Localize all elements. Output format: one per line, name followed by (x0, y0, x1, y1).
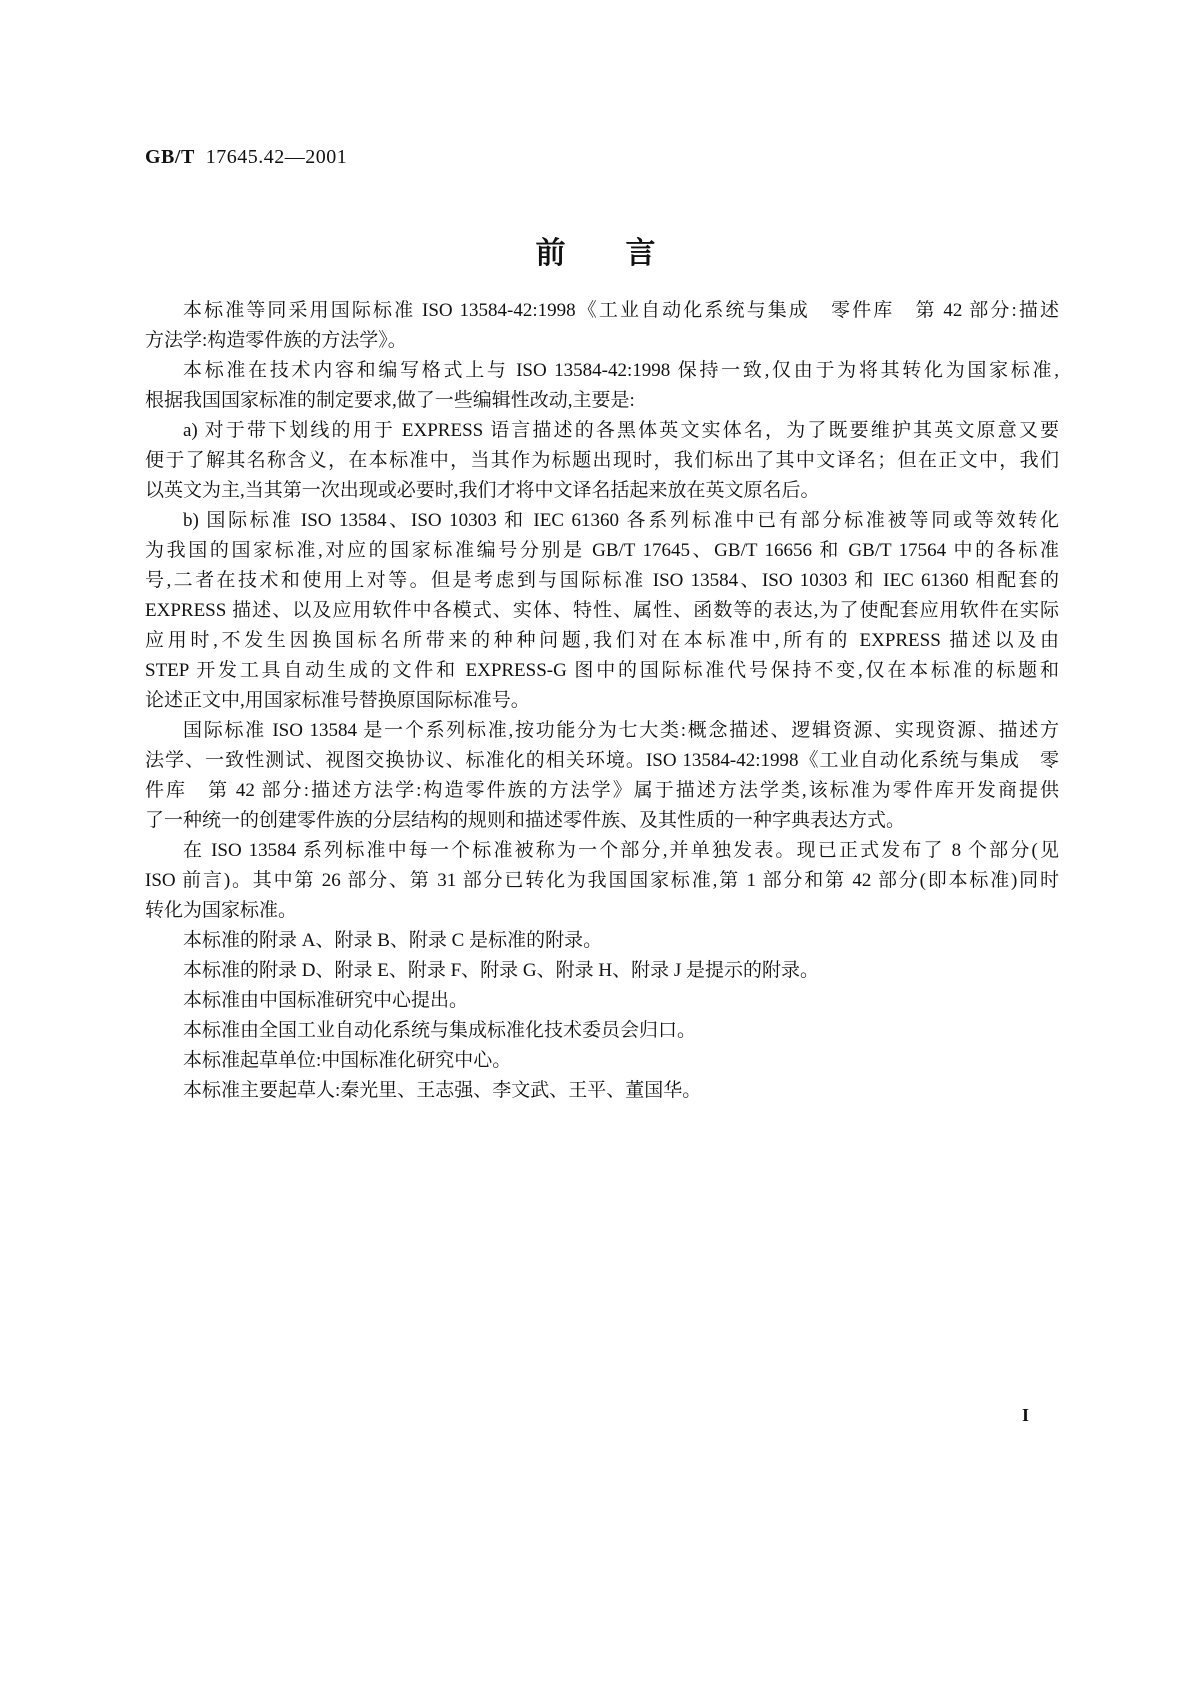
text-line: 国际标准 ISO 13584 是一个系列标准,按功能分为七大类:概念描述、逻辑资源、实现资源、描述方 (183, 720, 1059, 741)
standard-number: 17645.42—2001 (205, 146, 348, 168)
foreword-body (145, 296, 1059, 1106)
text-line: 以英文为主,当其第一次出现或必要时,我们才将中文译名括起来放在英文原名后。 (145, 480, 820, 501)
paragraph (145, 836, 1059, 926)
text-line: 为我国的国家标准,对应的国家标准编号分别是 GB/T 17645、GB/T 16656 和 GB/T 17564 中的各标准 (145, 540, 1059, 561)
paragraph (145, 506, 1059, 716)
text-line: 本标准等同采用国际标准 ISO 13584-42:1998《工业自动化系统与集成 零件库 第 42 部分:描述 (183, 300, 1059, 321)
text-line: 论述正文中,用国家标准号替换原国际标准号。 (145, 690, 530, 711)
text-line: b) 国际标准 ISO 13584、ISO 10303 和 IEC 61360 各系列标准中已有部分标准被等同或等效转化 (183, 510, 1059, 531)
paragraph (145, 356, 1059, 416)
text-line: 方法学:构造零件族的方法学》。 (145, 330, 407, 351)
paragraph (145, 926, 1059, 956)
text-line: 本标准在技术内容和编写格式上与 ISO 13584-42:1998 保持一致,仅由于为将其转化为国家标准, (183, 360, 1059, 381)
paragraph (145, 1076, 1059, 1106)
text-line: 本标准起草单位:中国标准化研究中心。 (183, 1050, 512, 1071)
text-line: 本标准的附录 D、附录 E、附录 F、附录 G、附录 H、附录 J 是提示的附录。 (183, 960, 819, 981)
text-line: 法学、一致性测试、视图交换协议、标准化的相关环境。ISO 13584-42:1998《工业自动化系统与集成 零 (145, 750, 1059, 771)
text-line: 本标准由全国工业自动化系统与集成标准化技术委员会归口。 (183, 1020, 697, 1041)
standard-prefix: GB/T (145, 146, 195, 168)
text-line: EXPRESS 描述、以及应用软件中各模式、实体、特性、属性、函数等的表达,为了使配套应用软件在实际 (145, 600, 1059, 621)
page-number: I (1022, 1405, 1030, 1425)
text-line: 号,二者在技术和使用上对等。但是考虑到与国际标准 ISO 13584、ISO 10303 和 IEC 61360 相配套的 (145, 570, 1059, 591)
paragraph (145, 416, 1059, 506)
paragraph (145, 1016, 1059, 1046)
standard-code-header (145, 146, 347, 169)
text-line: a) 对于带下划线的用于 EXPRESS 语言描述的各黑体英文实体名，为了既要维护其英文原意又要 (183, 420, 1059, 441)
paragraph (145, 716, 1059, 836)
text-line: ISO 前言)。其中第 26 部分、第 31 部分已转化为我国国家标准,第 1 部分和第 42 部分(即本标准)同时 (145, 870, 1059, 891)
text-line: 本标准由中国标准研究中心提出。 (183, 990, 469, 1011)
paragraph (145, 986, 1059, 1016)
text-line: 本标准的附录 A、附录 B、附录 C 是标准的附录。 (183, 930, 603, 951)
text-line: 在 ISO 13584 系列标准中每一个标准被称为一个部分,并单独发表。现已正式发布了 8 个部分(见 (183, 840, 1059, 861)
text-line: 转化为国家标准。 (145, 900, 298, 921)
page-title: 前言 (535, 237, 716, 270)
text-line: STEP 开发工具自动生成的文件和 EXPRESS-G 图中的国际标准代号保持不变,仅在本标准的标题和 (145, 660, 1059, 681)
text-line: 了一种统一的创建零件族的分层结构的规则和描述零件族、及其性质的一种字典表达方式。 (145, 810, 906, 831)
paragraph (145, 296, 1059, 356)
text-line: 件库 第 42 部分:描述方法学:构造零件族的方法学》属于描述方法学类,该标准为零件库开发商提供 (145, 780, 1059, 801)
text-line: 本标准主要起草人:秦光里、王志强、李文武、王平、董国华。 (183, 1080, 702, 1101)
paragraph (145, 1046, 1059, 1076)
text-line: 应用时,不发生因换国标名所带来的种种问题,我们对在本标准中,所有的 EXPRESS 描述以及由 (145, 630, 1059, 651)
text-line: 便于了解其名称含义，在本标准中，当其作为标题出现时，我们标出了其中文译名；但在正文中，我们 (145, 450, 1059, 471)
paragraph (145, 956, 1059, 986)
text-line: 根据我国国家标准的制定要求,做了一些编辑性改动,主要是: (145, 390, 635, 411)
